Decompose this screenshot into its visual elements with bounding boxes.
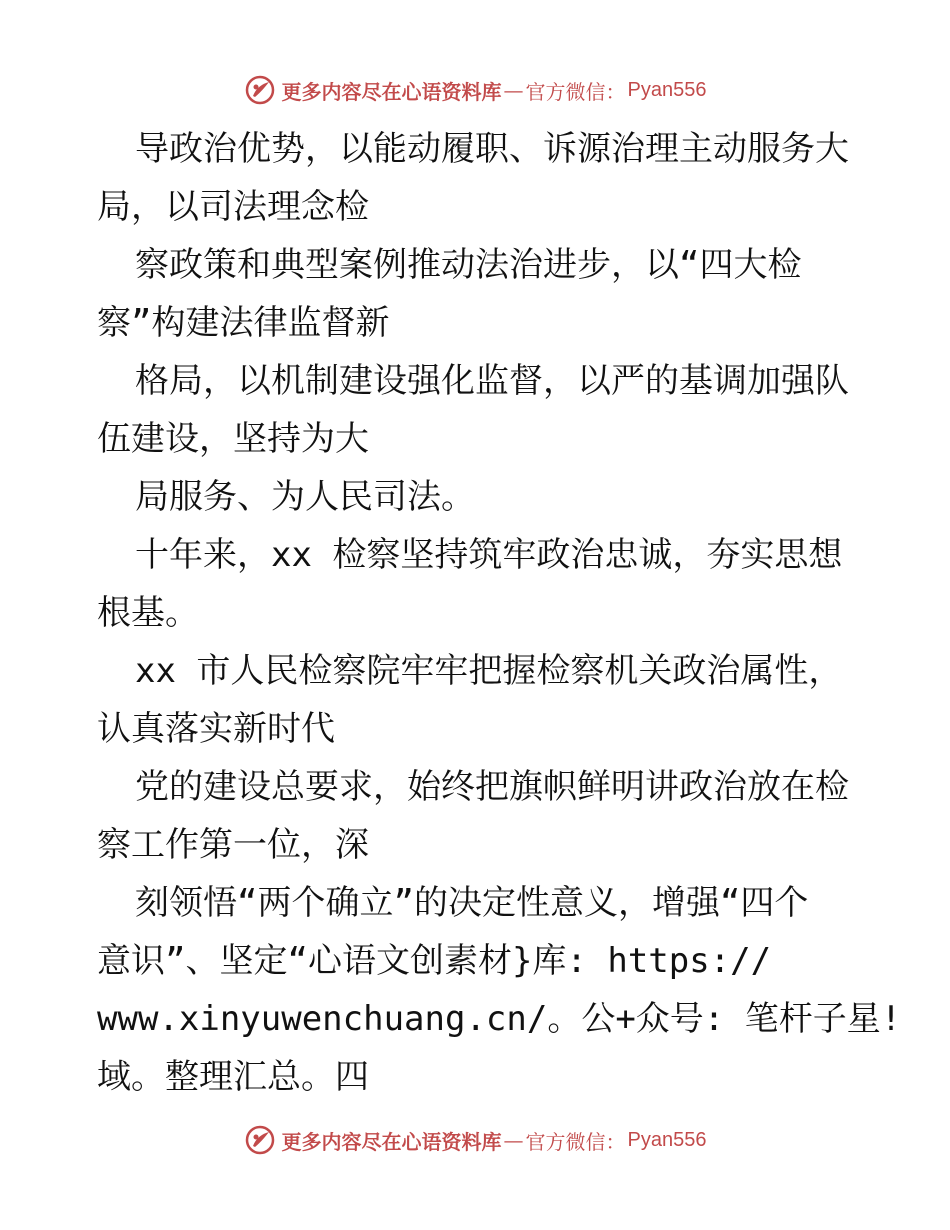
body-line: 局服务、为人民司法。 bbox=[135, 477, 475, 517]
body-line: 刻领悟“两个确立”的决定性意义，增强“四个 bbox=[135, 883, 809, 923]
body-line: 认真落实新时代 bbox=[97, 709, 335, 749]
footer-dash: — bbox=[503, 1128, 524, 1152]
header-dash: — bbox=[503, 78, 524, 102]
header-slogan: 更多内容尽在心语资料库 bbox=[281, 79, 502, 104]
footer-wechat-label: 官方微信： bbox=[525, 1129, 626, 1154]
body-line: 导政治优势，以能动履职、诉源治理主动服务大 bbox=[135, 129, 849, 169]
footer-slogan: 更多内容尽在心语资料库 bbox=[281, 1129, 502, 1154]
header-wechat-id: Pyan556 bbox=[627, 78, 707, 101]
body-line: 域。整理汇总。四 bbox=[97, 1057, 369, 1097]
footer-banner bbox=[0, 1120, 950, 1160]
document-body bbox=[97, 120, 902, 1106]
logo-icon bbox=[244, 1124, 276, 1156]
header-wechat-label: 官方微信： bbox=[525, 79, 626, 104]
body-line: 察工作第一位，深 bbox=[97, 825, 369, 865]
body-line: 察”构建法律监督新 bbox=[97, 303, 390, 343]
header-banner bbox=[0, 70, 950, 110]
footer-wechat-id: Pyan556 bbox=[627, 1128, 707, 1151]
body-line: 根基。 bbox=[97, 593, 199, 633]
body-line: 格局，以机制建设强化监督，以严的基调加强队 bbox=[135, 361, 849, 401]
body-line: 伍建设，坚持为大 bbox=[97, 419, 369, 459]
body-line: xx 市人民检察院牢牢把握检察机关政治属性， bbox=[135, 651, 843, 691]
body-line: 意识”、坚定“心语文创素材}库: https:// bbox=[97, 941, 772, 981]
logo-icon bbox=[244, 74, 276, 106]
body-line: 局，以司法理念检 bbox=[97, 187, 369, 227]
body-line: www.xinyuwenchuang.cn/。公+众号: 笔杆子星! bbox=[97, 999, 902, 1039]
body-line: 十年来，xx 检察坚持筑牢政治忠诚，夯实思想 bbox=[135, 535, 843, 575]
body-line: 党的建设总要求，始终把旗帜鲜明讲政治放在检 bbox=[135, 767, 849, 807]
body-line: 察政策和典型案例推动法治进步，以“四大检 bbox=[135, 245, 802, 285]
